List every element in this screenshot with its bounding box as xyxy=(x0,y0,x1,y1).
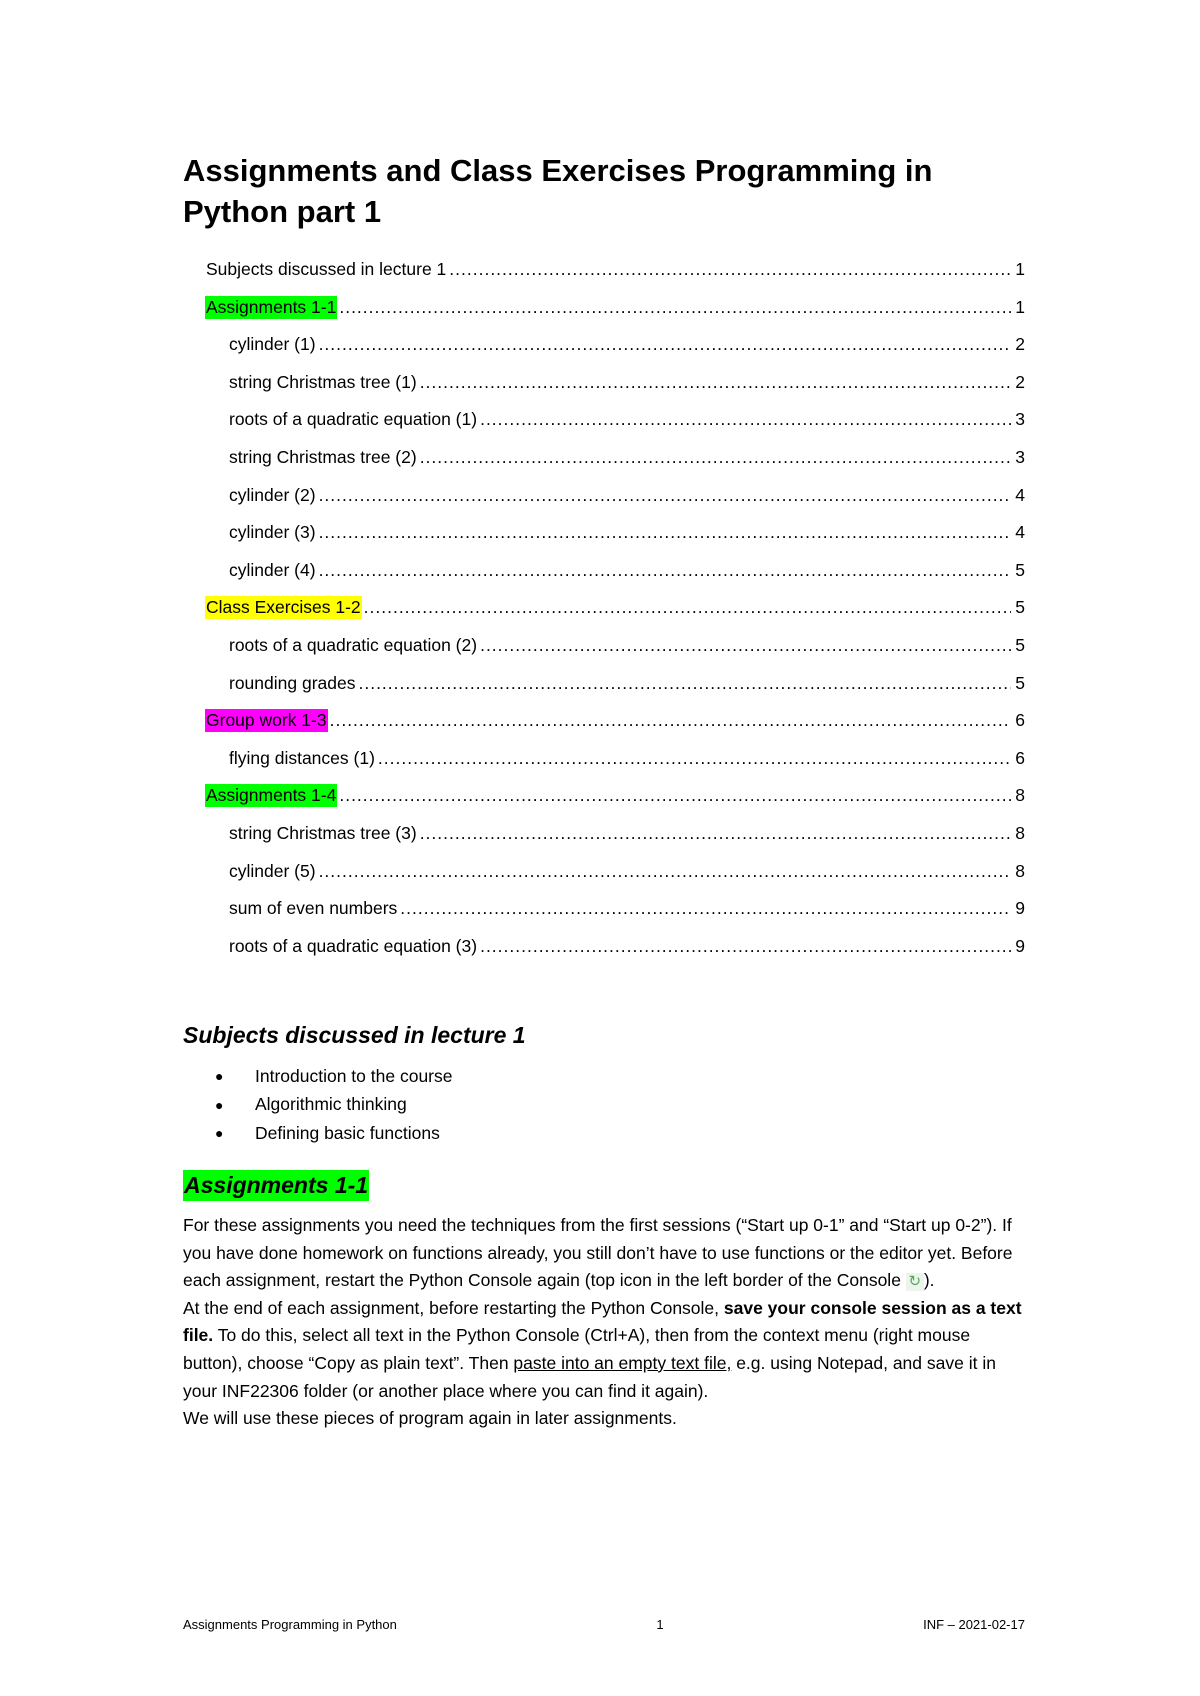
toc-entry[interactable] xyxy=(205,408,1025,446)
toc-page-number: 8 xyxy=(1015,860,1025,881)
toc-leader-dots xyxy=(319,334,1011,355)
toc-entry-label[interactable]: Group work 1-3 xyxy=(206,710,327,731)
toc-leader-dots xyxy=(358,673,1011,694)
toc-entry[interactable] xyxy=(205,521,1025,559)
toc-entry-label[interactable]: string Christmas tree (2) xyxy=(229,446,417,467)
toc-entry[interactable] xyxy=(205,747,1025,785)
toc-page-number: 8 xyxy=(1015,785,1025,806)
toc-entry[interactable] xyxy=(205,784,1025,822)
toc-entry[interactable] xyxy=(205,484,1025,522)
toc-entry-label[interactable]: Subjects discussed in lecture 1 xyxy=(206,259,447,279)
toc-page-number: 1 xyxy=(1015,296,1025,317)
toc-leader-dots xyxy=(480,635,1011,656)
toc-page-number: 9 xyxy=(1015,898,1025,919)
toc-entry-label[interactable]: Assignments 1-4 xyxy=(206,785,337,806)
toc-page-number: 3 xyxy=(1015,409,1025,430)
toc-page-number: 6 xyxy=(1015,710,1025,731)
toc-leader-dots xyxy=(319,522,1011,543)
toc-entry-label[interactable]: string Christmas tree (1) xyxy=(229,371,417,392)
toc-leader-dots xyxy=(420,447,1011,468)
assignments-heading: Assignments 1-1 xyxy=(183,1170,369,1201)
toc-entry[interactable] xyxy=(205,672,1025,710)
toc-leader-dots xyxy=(400,898,1011,919)
toc-leader-dots xyxy=(480,936,1011,957)
paragraph-text: e.g. using Notepad, and save it in your INF22306 folder (or another place where you can find it again). xyxy=(183,1352,996,1401)
toc-leader-dots xyxy=(364,597,1011,618)
paragraph-text: At the end of each assignment, before restarting the Python Console, xyxy=(183,1297,724,1318)
toc-entry-label[interactable]: rounding grades xyxy=(229,672,356,693)
page-footer xyxy=(183,1617,1025,1632)
underlined-text: paste into an empty text file, xyxy=(513,1352,732,1373)
toc-entry-label[interactable]: cylinder (1) xyxy=(229,334,316,355)
paragraph-text: To do this, select all text in the Python Console (Ctrl+A), then from the context menu (right mouse button), choose “Copy as plain text”. Then xyxy=(183,1325,971,1373)
toc-page-number: 2 xyxy=(1015,334,1025,355)
toc-entry-label[interactable]: string Christmas tree (3) xyxy=(229,822,417,843)
toc-entry[interactable] xyxy=(205,258,1025,296)
document-title: Assignments and Class Exercises Programming in Python part 1 xyxy=(183,153,933,229)
toc-entry-label[interactable]: cylinder (4) xyxy=(229,559,316,580)
toc-page-number: 1 xyxy=(1015,259,1025,279)
toc-entry[interactable] xyxy=(205,596,1025,634)
list-item xyxy=(215,1119,452,1148)
paragraph xyxy=(183,1212,1033,1295)
list-item xyxy=(215,1062,452,1091)
toc-page-number: 8 xyxy=(1015,822,1025,843)
toc-leader-dots xyxy=(319,485,1011,506)
toc-page-number: 4 xyxy=(1015,484,1025,505)
paragraph-text: For these assignments you need the techniques from the first sessions (“Start up 0-1” and “Start up 0-2”). If you have done homework on functions already, you still don’t have to use functions or the editor yet. Before each assignment, restart the Python Console again (top icon in the left border of the Console xyxy=(183,1215,1013,1291)
toc-page-number: 9 xyxy=(1015,935,1025,956)
toc-entry-label[interactable]: sum of even numbers xyxy=(229,898,398,919)
toc-leader-dots xyxy=(319,861,1011,882)
page-number: 1 xyxy=(656,1617,664,1632)
toc-leader-dots xyxy=(319,560,1011,581)
toc-page-number: 5 xyxy=(1015,597,1025,618)
toc-entry-label[interactable]: flying distances (1) xyxy=(229,747,375,768)
toc-entry-label[interactable]: Class Exercises 1-2 xyxy=(206,597,361,618)
toc-leader-dots xyxy=(449,259,1011,280)
paragraph: We will use these pieces of program again in later assignments. xyxy=(183,1408,677,1429)
paragraph xyxy=(183,1295,1033,1405)
toc-page-number: 2 xyxy=(1015,371,1025,392)
restart-console-icon: ↻ xyxy=(906,1273,924,1291)
table-of-contents xyxy=(205,258,1025,972)
toc-entry[interactable] xyxy=(205,897,1025,935)
toc-page-number: 3 xyxy=(1015,446,1025,467)
toc-entry[interactable] xyxy=(205,822,1025,860)
toc-entry[interactable] xyxy=(205,559,1025,597)
toc-entry[interactable] xyxy=(205,446,1025,484)
toc-entry[interactable] xyxy=(205,634,1025,672)
toc-leader-dots xyxy=(330,710,1011,731)
paragraph-text: ). xyxy=(923,1270,935,1291)
bullet-icon: ● xyxy=(215,1096,224,1113)
toc-leader-dots xyxy=(339,785,1011,806)
toc-entry-label[interactable]: roots of a quadratic equation (2) xyxy=(229,634,478,655)
list-item xyxy=(215,1091,452,1120)
toc-page-number: 5 xyxy=(1015,559,1025,580)
toc-leader-dots xyxy=(378,748,1011,769)
toc-entry[interactable] xyxy=(205,296,1025,334)
list-item-text: Introduction to the course xyxy=(255,1065,453,1086)
toc-entry-label[interactable]: roots of a quadratic equation (1) xyxy=(229,409,478,430)
bullet-icon: ● xyxy=(215,1125,224,1142)
bold-text: save your console session as a text file. xyxy=(183,1297,1022,1346)
list-item-text: Defining basic functions xyxy=(255,1122,440,1143)
toc-entry[interactable] xyxy=(205,371,1025,409)
toc-page-number: 5 xyxy=(1015,634,1025,655)
toc-entry-label[interactable]: roots of a quadratic equation (3) xyxy=(229,935,478,956)
toc-entry-label[interactable]: cylinder (2) xyxy=(229,484,316,505)
toc-entry-label[interactable]: cylinder (3) xyxy=(229,522,316,543)
toc-page-number: 5 xyxy=(1015,672,1025,693)
toc-leader-dots xyxy=(420,823,1011,844)
list-item-text: Algorithmic thinking xyxy=(255,1094,407,1115)
toc-entry[interactable] xyxy=(205,860,1025,898)
toc-page-number: 4 xyxy=(1015,522,1025,543)
footer-right: INF – 2021-02-17 xyxy=(923,1617,1025,1632)
bullet-icon: ● xyxy=(215,1068,224,1085)
toc-entry-label[interactable]: cylinder (5) xyxy=(229,860,316,881)
toc-page-number: 6 xyxy=(1015,747,1025,768)
toc-entry[interactable] xyxy=(205,333,1025,371)
toc-entry[interactable] xyxy=(205,709,1025,747)
toc-leader-dots xyxy=(480,409,1011,430)
footer-left: Assignments Programming in Python xyxy=(183,1617,397,1632)
toc-entry[interactable] xyxy=(205,935,1025,973)
toc-leader-dots xyxy=(420,372,1011,393)
assignments-body xyxy=(183,1212,1033,1433)
toc-leader-dots xyxy=(339,297,1011,318)
subjects-heading: Subjects discussed in lecture 1 xyxy=(183,1022,526,1048)
toc-entry-label[interactable]: Assignments 1-1 xyxy=(206,296,337,317)
subjects-list xyxy=(215,1062,452,1148)
